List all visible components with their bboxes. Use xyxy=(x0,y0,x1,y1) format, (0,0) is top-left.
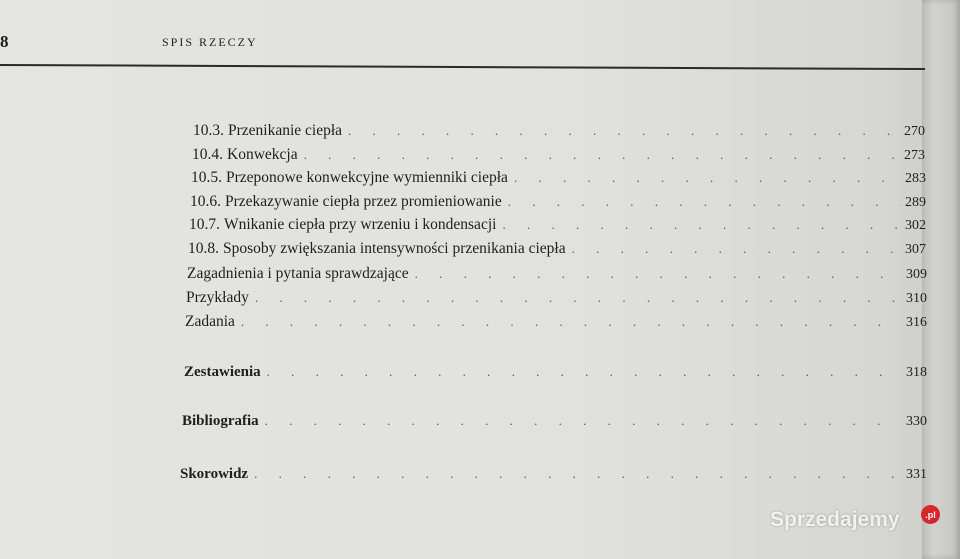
section-page: 330 xyxy=(906,414,927,429)
entry-number: 10.3. xyxy=(193,122,224,139)
section-title: Skorowidz xyxy=(180,466,249,482)
toc-entry-10-8 xyxy=(188,240,926,258)
toc-entry-questions xyxy=(187,265,927,283)
entry-title: Sposoby zwiększania intensywności przenikania ciepła xyxy=(223,240,566,257)
entry-page: 270 xyxy=(904,124,925,139)
toc-entry-10-3 xyxy=(193,122,925,140)
watermark-badge-icon: .pl xyxy=(921,505,940,524)
section-page: 331 xyxy=(906,467,927,482)
entry-title: Przeponowe konwekcyjne wymienniki ciepła xyxy=(226,169,508,186)
entry-page: 273 xyxy=(904,148,925,163)
entry-page: 283 xyxy=(905,171,926,186)
toc-entry-examples xyxy=(186,289,927,307)
entry-page: 289 xyxy=(905,195,926,210)
watermark-text: Sprzedajemy xyxy=(770,508,900,531)
entry-page: 307 xyxy=(905,242,926,257)
toc-section-skorowidz xyxy=(180,466,927,483)
dot-leader xyxy=(265,413,902,429)
dot-leader xyxy=(241,314,902,330)
toc-entry-10-7 xyxy=(189,216,926,234)
entry-number: 10.5. xyxy=(191,169,222,186)
dot-leader xyxy=(304,147,900,163)
dot-leader xyxy=(254,466,902,482)
toc-entry-10-4 xyxy=(192,146,925,164)
page-number: 8 xyxy=(0,32,9,51)
section-title: Bibliografia xyxy=(182,413,259,429)
dot-leader xyxy=(572,241,901,257)
entry-title: Konwekcja xyxy=(227,146,298,163)
entry-number: 10.8. xyxy=(188,240,219,257)
section-page: 318 xyxy=(906,365,927,380)
toc-entry-tasks xyxy=(185,313,927,331)
dot-leader xyxy=(348,123,900,139)
toc-section-zestawienia xyxy=(184,364,927,381)
dot-leader xyxy=(267,364,902,380)
entry-number: 10.4. xyxy=(192,146,223,163)
dot-leader xyxy=(514,170,901,186)
entry-page: 302 xyxy=(905,218,926,233)
entry-title: Zadania xyxy=(185,313,235,330)
entry-title: Zagadnienia i pytania sprawdzające xyxy=(187,265,409,282)
toc-entry-10-6 xyxy=(190,193,926,211)
dot-leader xyxy=(508,194,901,210)
entry-title: Wnikanie ciepła przy wrzeniu i kondensacji xyxy=(224,216,497,233)
entry-page: 316 xyxy=(906,315,927,330)
entry-title: Przenikanie ciepła xyxy=(228,122,343,139)
dot-leader xyxy=(502,217,901,233)
entry-page: 310 xyxy=(906,291,927,306)
running-head: SPIS RZECZY xyxy=(162,35,258,49)
dot-leader xyxy=(415,266,902,282)
entry-title: Przykłady xyxy=(186,289,249,306)
entry-number: 10.7. xyxy=(189,216,220,233)
toc-entry-10-5 xyxy=(191,169,926,187)
dot-leader xyxy=(255,290,902,306)
toc-section-bibliografia xyxy=(182,413,927,430)
entry-number: 10.6. xyxy=(190,193,221,210)
entry-page: 309 xyxy=(906,267,927,282)
entry-title: Przekazywanie ciepła przez promieniowanie xyxy=(225,193,502,210)
section-title: Zestawienia xyxy=(184,364,261,380)
